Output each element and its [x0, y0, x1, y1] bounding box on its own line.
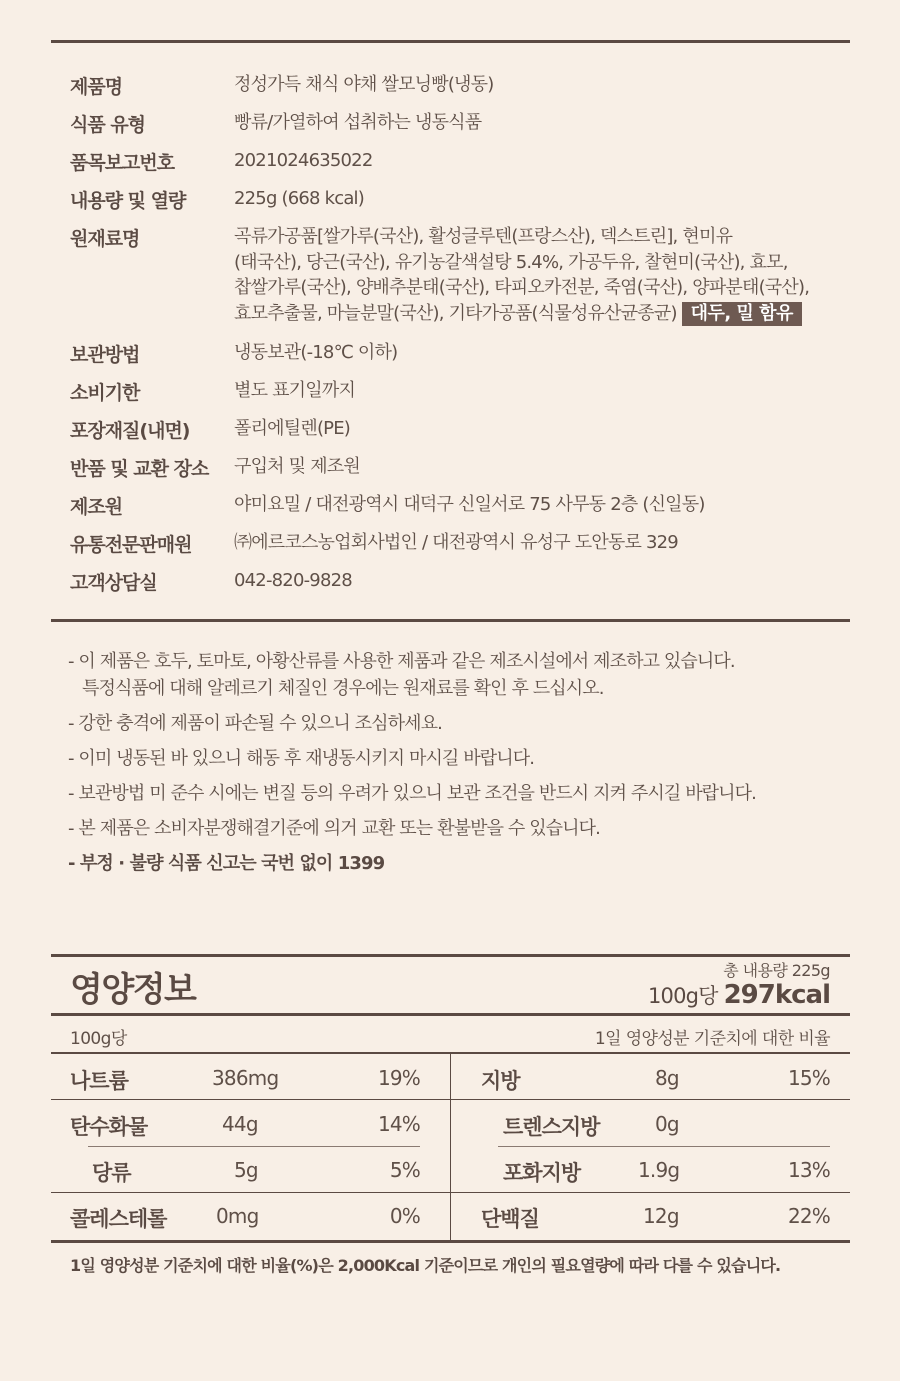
info-label: 제조원 — [70, 496, 123, 518]
info-value: 2021024635022 — [234, 150, 373, 171]
nutrient-percent: 19% — [377, 1066, 420, 1090]
note-item: - 본 제품은 소비자분쟁해결기준에 의거 교환 또는 환불받을 수 있습니다. — [68, 818, 600, 839]
nutrition-header-rule — [51, 1013, 850, 1016]
kcal-value: 297kcal — [723, 980, 830, 1010]
note-item: - 강한 충격에 제품이 파손될 수 있으니 조심하세요. — [68, 713, 442, 734]
sub-row-divider — [498, 1146, 830, 1147]
note-item: - 보관방법 미 준수 시에는 변질 등의 우려가 있으니 보관 조건을 반드시 지켜 주시길 바랍니다. — [68, 783, 756, 804]
info-label: 제품명 — [70, 76, 123, 98]
info-label: 유통전문판매원 — [70, 534, 192, 556]
info-value: 별도 표기일까지 — [234, 380, 356, 401]
nutrient-amount: 1.9g — [638, 1158, 680, 1182]
nutrient-amount: 0g — [655, 1112, 679, 1136]
ingredients-line: (태국산), 당근(국산), 유기농갈색설탕 5.4%, 가공두유, 찰현미(국산), 효모, — [234, 251, 788, 273]
info-value: ㈜에르코스농업회사법인 / 대전광역시 유성구 도안동로 329 — [234, 532, 678, 553]
nutrient-name-sugars: 당류 — [92, 1161, 131, 1185]
nutrition-title: 영양정보 — [70, 970, 196, 1010]
nutrient-amount: 0mg — [216, 1204, 259, 1228]
ingredients-line: 곡류가공품[쌀가루(국산), 활성글루텐(프랑스산), 덱스트린], 현미유 — [234, 226, 733, 247]
info-label: 포장재질(내면) — [70, 420, 190, 442]
nutrition-calories — [648, 980, 830, 1010]
row-divider — [450, 1099, 850, 1100]
ingredients-line: 찹쌀가루(국산), 양배추분태(국산), 타피오카전분, 죽염(국산), 양파분태(국산), — [234, 277, 810, 298]
note-item-report-hotline: - 부정 · 불량 식품 신고는 국번 없이 1399 — [68, 853, 385, 874]
nutrient-amount: 12g — [643, 1204, 679, 1228]
ingredients-line: 효모추출물, 마늘분말(국산), 기타가공품(식물성유산균종균) — [234, 302, 677, 324]
nutrient-name-saturated-fat: 포화지방 — [503, 1161, 581, 1185]
nutrient-name-trans-fat: 트렌스지방 — [503, 1115, 600, 1139]
sub-row-divider — [88, 1146, 420, 1147]
nutrient-name-sodium: 나트륨 — [70, 1069, 128, 1093]
top-rule — [51, 40, 850, 43]
nutrient-amount: 5g — [234, 1158, 258, 1182]
nutrient-percent: 14% — [377, 1112, 420, 1136]
row-divider — [450, 1192, 850, 1193]
nutrition-daily-value-heading: 1일 영양성분 기준치에 대한 비율 — [594, 1029, 830, 1049]
nutrition-column-divider — [450, 1054, 451, 1240]
info-label: 품목보고번호 — [70, 152, 175, 174]
nutrient-name-cholesterol: 콜레스테롤 — [70, 1207, 167, 1231]
nutrient-amount: 44g — [222, 1112, 258, 1136]
ingredients-text — [234, 224, 809, 326]
nutrient-percent: 0% — [389, 1204, 420, 1228]
nutrient-amount: 386mg — [212, 1066, 279, 1090]
info-label: 반품 및 교환 장소 — [70, 458, 209, 480]
row-divider — [51, 1099, 450, 1100]
info-value: 폴리에틸렌(PE) — [234, 418, 351, 439]
info-value: 225g (668 kcal) — [234, 188, 364, 209]
note-item-continued: 특정식품에 대해 알레르기 체질인 경우에는 원재료를 확인 후 드십시오. — [82, 678, 604, 699]
info-value: 042-820-9828 — [234, 570, 352, 591]
nutrition-top-rule — [51, 954, 850, 957]
info-label: 식품 유형 — [70, 114, 146, 136]
nutrient-percent: 13% — [787, 1158, 830, 1182]
allergen-badge: 대두, 밀 함유 — [682, 302, 802, 326]
info-label: 보관방법 — [70, 344, 140, 366]
info-value: 냉동보관(-18℃ 이하) — [234, 342, 398, 363]
per-100g-label: 100g당 — [647, 984, 718, 1008]
info-label: 고객상담실 — [70, 572, 157, 594]
info-value: 구입처 및 제조원 — [234, 456, 360, 477]
nutrient-name-protein: 단백질 — [481, 1207, 539, 1231]
nutrient-percent: 15% — [787, 1066, 830, 1090]
nutrient-percent: 22% — [787, 1204, 830, 1228]
nutrient-amount: 8g — [655, 1066, 679, 1090]
nutrient-name-carbohydrate: 탄수화물 — [70, 1115, 148, 1139]
row-divider — [51, 1192, 450, 1193]
nutrition-per-100g: 100g당 — [70, 1029, 127, 1049]
middle-rule — [51, 619, 850, 622]
info-value: 야미요밀 / 대전광역시 대덕구 신일서로 75 사무동 2층 (신일동) — [234, 494, 705, 515]
nutrition-bottom-rule — [51, 1240, 850, 1243]
info-label: 소비기한 — [70, 382, 140, 404]
nutrient-percent: 5% — [389, 1158, 420, 1182]
note-item: - 이미 냉동된 바 있으니 해동 후 재냉동시키지 마시길 바랍니다. — [68, 748, 535, 769]
ingredients-line-last — [234, 301, 809, 327]
info-label: 내용량 및 열량 — [70, 190, 186, 212]
nutrition-total-weight: 총 내용량 225g — [723, 961, 830, 980]
note-item: - 이 제품은 호두, 토마토, 아황산류를 사용한 제품과 같은 제조시설에서 제조하고 있습니다. — [68, 651, 735, 672]
info-value: 정성가득 채식 야채 쌀모닝빵(냉동) — [234, 74, 494, 95]
info-label: 원재료명 — [70, 228, 140, 250]
nutrient-name-fat: 지방 — [481, 1069, 520, 1093]
info-value: 빵류/가열하여 섭취하는 냉동식품 — [234, 112, 482, 133]
nutrition-footnote: 1일 영양성분 기준치에 대한 비율(%)은 2,000Kcal 기준이므로 개인의 필요열량에 따라 다를 수 있습니다. — [70, 1256, 781, 1275]
